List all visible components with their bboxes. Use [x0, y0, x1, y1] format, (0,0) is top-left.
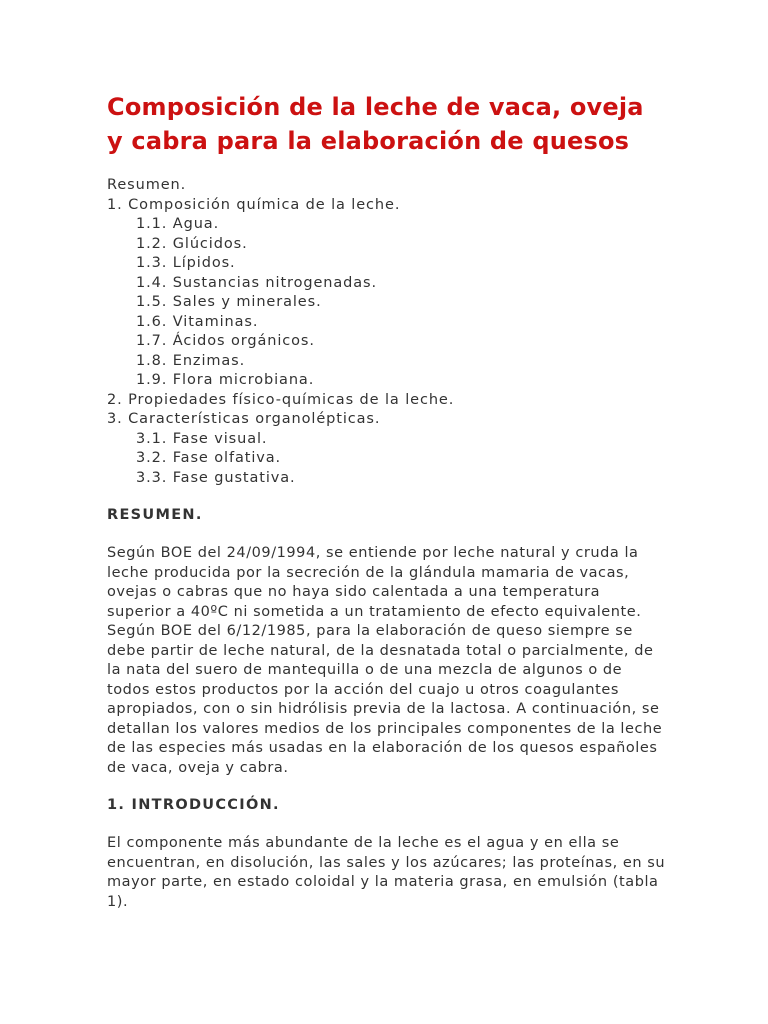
toc-item: 2. Propiedades físico-químicas de la leche.	[107, 391, 455, 408]
toc-item: 3.3. Fase gustativa.	[136, 469, 296, 486]
toc-item: 3.1. Fase visual.	[136, 430, 268, 447]
toc-item: 3. Características organolépticas.	[107, 411, 381, 427]
document-page	[107, 90, 667, 912]
resumen-heading: RESUMEN.	[107, 507, 203, 523]
toc-item: 3.2. Fase olfativa.	[136, 450, 282, 466]
toc-item: 1.6. Vitaminas.	[136, 313, 259, 330]
table-of-contents	[107, 176, 667, 488]
toc-item: 1. Composición química de la leche.	[107, 196, 401, 213]
toc-item: 1.9. Flora microbiana.	[136, 372, 315, 388]
toc-item: 1.2. Glúcidos.	[136, 235, 248, 252]
toc-item: 1.1. Agua.	[136, 216, 220, 232]
toc-item: 1.5. Sales y minerales.	[136, 294, 322, 310]
toc-item: 1.3. Lípidos.	[136, 255, 236, 271]
toc-item: 1.8. Enzimas.	[136, 352, 246, 369]
toc-item: 1.4. Sustancias nitrogenadas.	[136, 274, 378, 291]
toc-item: 1.7. Ácidos orgánicos.	[136, 333, 315, 349]
resumen-paragraph: Según BOE del 24/09/1994, se entiende por leche natural y cruda la leche producida por la secreción de la glándula mamaria de vacas, ovejas o cabras que no haya sido calentada a una temperatura superior a 40ºC ni sometida a un tratamiento de efecto equivalente. Según BOE del 6/12/1985, para la elaboración de queso siempre se debe partir de leche natural, de la desnatada total o parcialmente, de la nata del suero de mantequilla o de una mezcla de algunos o de todos estos productos por la acción del cuajo u otros coagulantes apropiados, con o sin hidrólisis previa de la lactosa. A continuación, se detallan los valores medios de los principales componentes de la leche de las especies más usadas en la elaboración de los quesos españoles de vaca, oveja y cabra.	[107, 545, 663, 776]
toc-item: Resumen.	[107, 177, 187, 193]
introduccion-paragraph: El componente más abundante de la leche es el agua y en ella se encuentran, en disolución, las sales y los azúcares; las proteínas, en su mayor parte, en estado coloidal y la materia grasa, en emulsión (tabla 1).	[107, 835, 666, 910]
introduccion-heading: 1. INTRODUCCIÓN.	[107, 797, 280, 813]
document-title: Composición de la leche de vaca, oveja y cabra para la elaboración de quesos	[107, 93, 644, 155]
